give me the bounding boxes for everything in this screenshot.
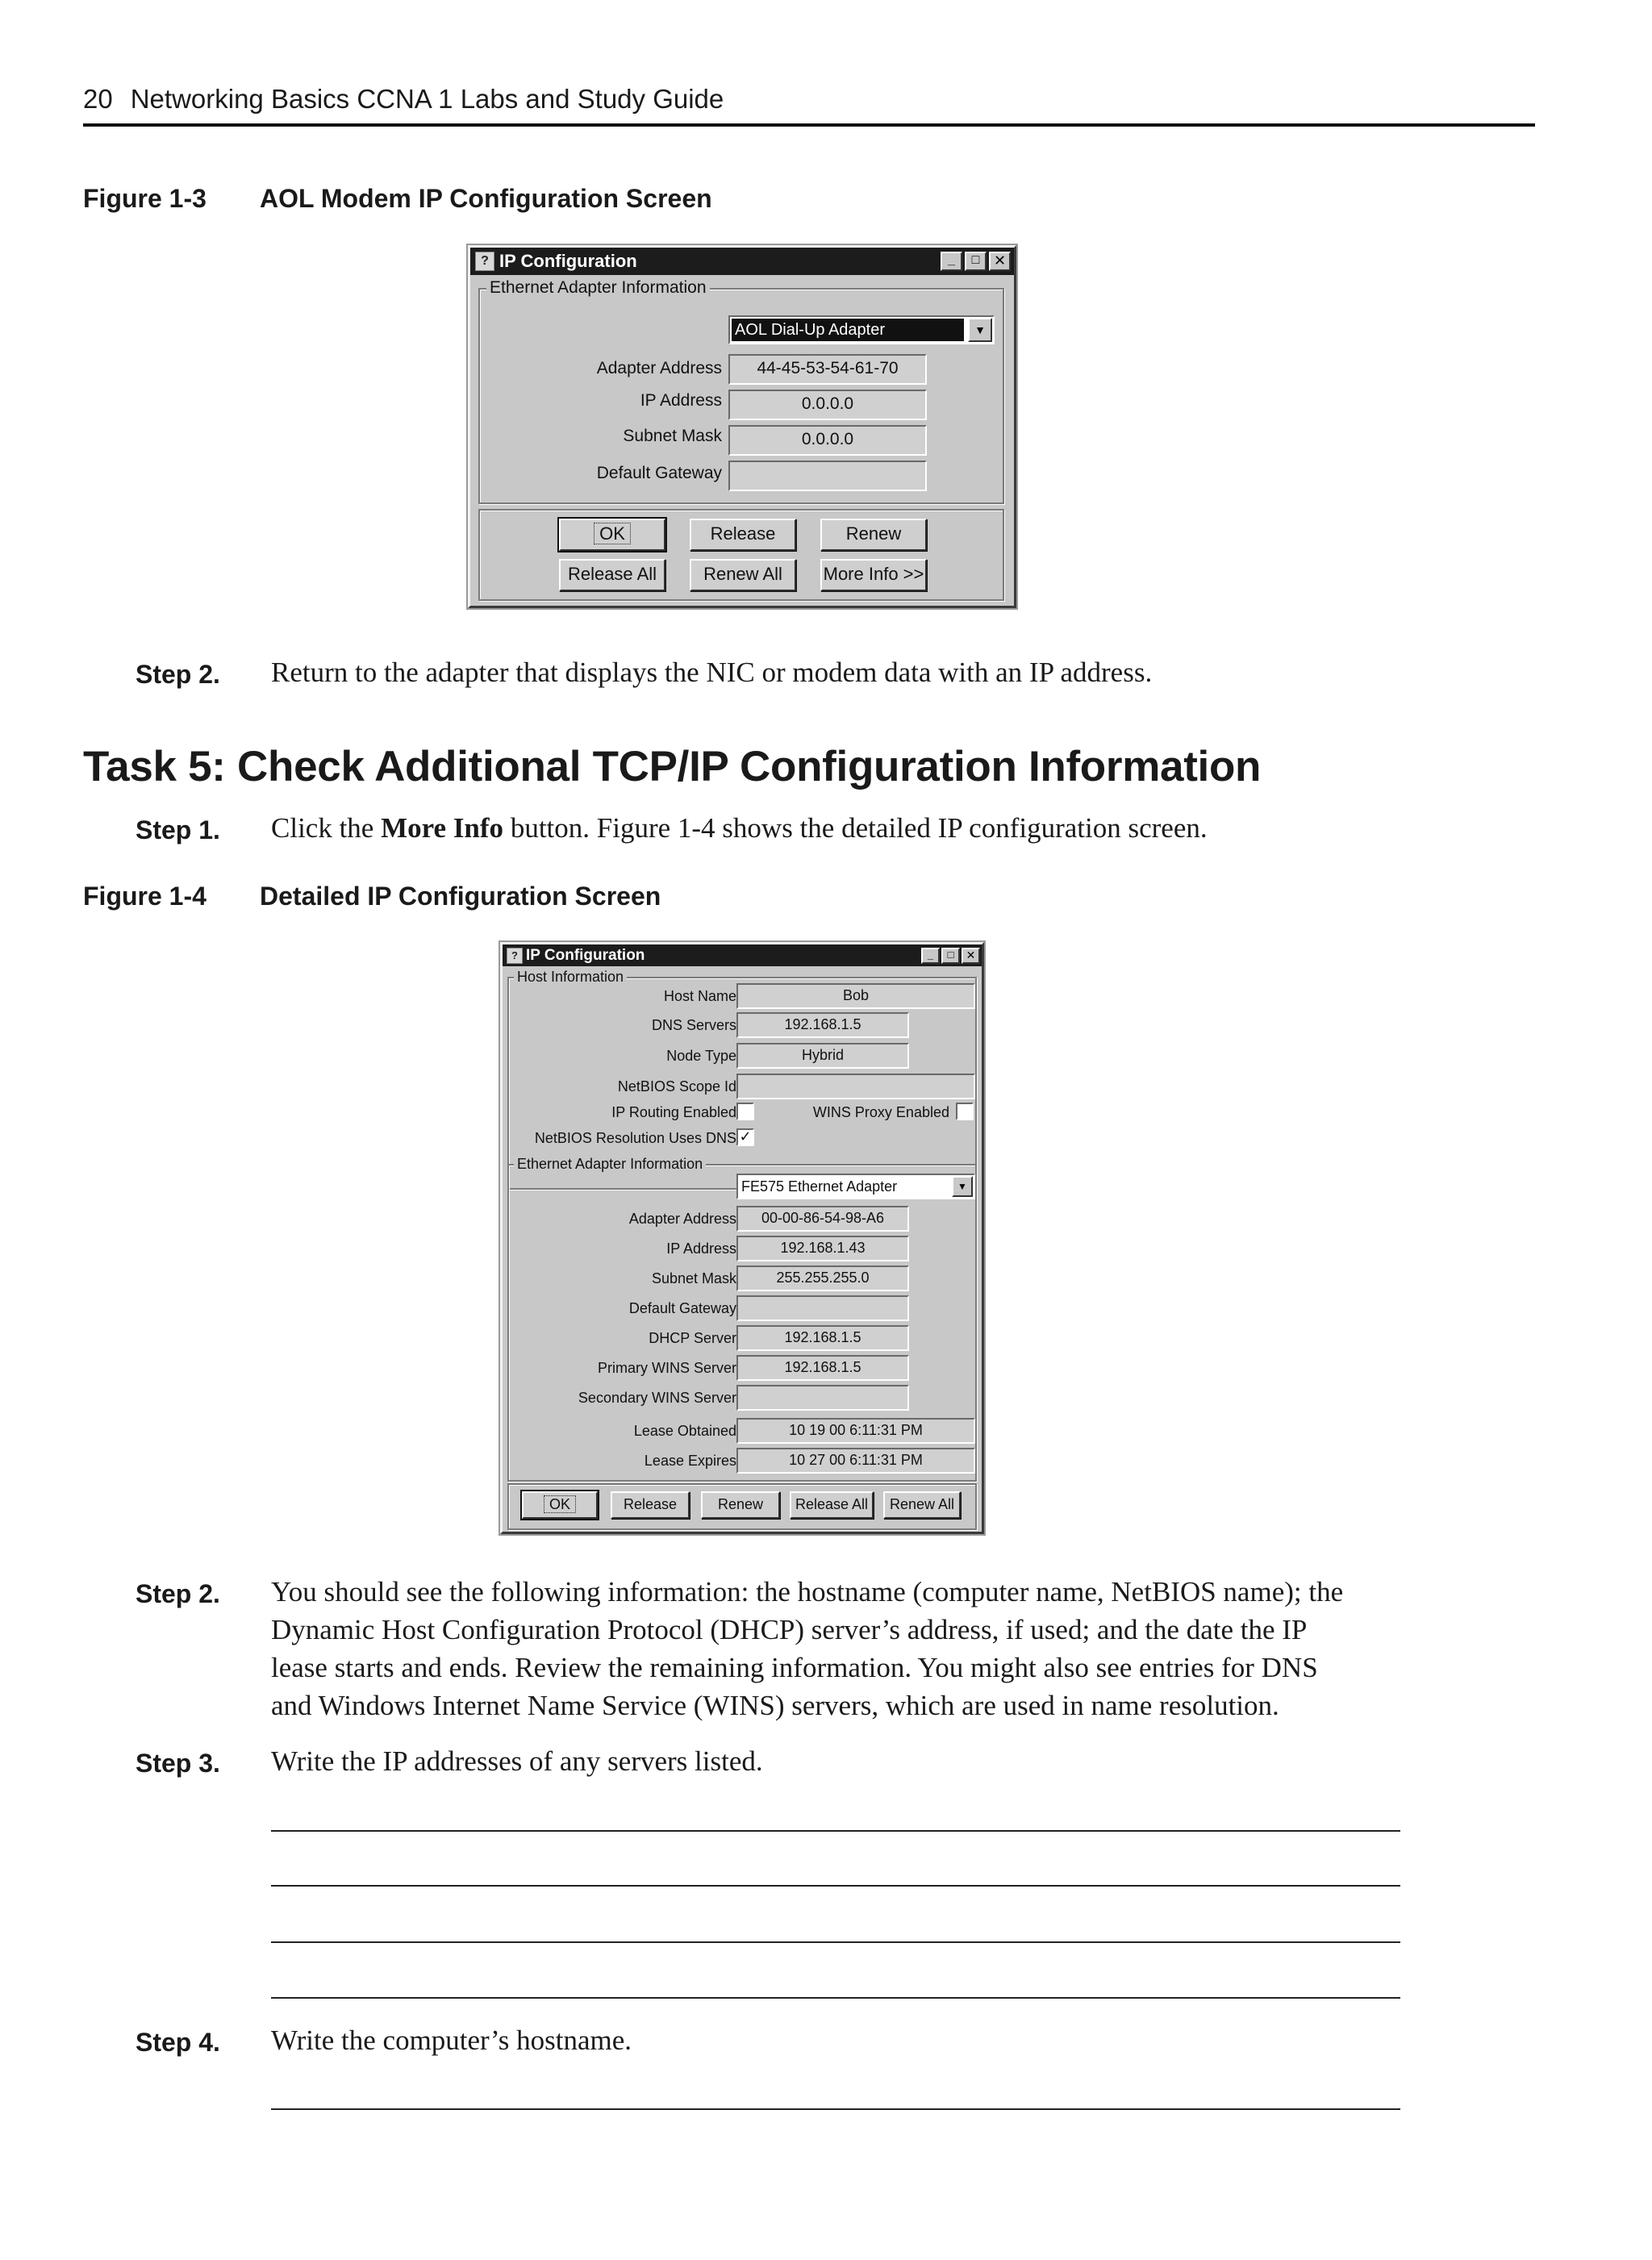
step-2b-label: Step 2. bbox=[136, 1579, 220, 1608]
label-ip-address: IP Address bbox=[640, 391, 722, 410]
renew-all-button[interactable]: Renew All bbox=[883, 1491, 961, 1519]
network-config-icon: ? bbox=[507, 948, 523, 964]
close-icon[interactable]: ✕ bbox=[962, 948, 980, 964]
node-type-field: Hybrid bbox=[736, 1043, 909, 1069]
label-netbios-resolution-uses-dns: NetBIOS Resolution Uses DNS bbox=[534, 1130, 736, 1146]
ip-config-dialog-aol bbox=[468, 245, 1016, 608]
adapter-address-field: 00-00-86-54-98-A6 bbox=[736, 1206, 909, 1232]
release-all-button[interactable]: Release All bbox=[790, 1491, 874, 1519]
step-2b-line: lease starts and ends. Review the remaining information. You might also see entries for DNS bbox=[271, 1652, 1318, 1683]
label-default-gateway: Default Gateway bbox=[596, 464, 722, 482]
maximize-icon[interactable]: □ bbox=[965, 252, 987, 271]
maximize-icon[interactable]: □ bbox=[941, 948, 960, 964]
more-info-button[interactable]: More Info >> bbox=[820, 559, 927, 591]
default-gateway-field bbox=[728, 461, 927, 491]
release-all-button[interactable]: Release All bbox=[559, 559, 665, 591]
release-button[interactable]: Release bbox=[690, 519, 796, 551]
step-2b-line: and Windows Internet Name Service (WINS) servers, which are used in name resolution. bbox=[271, 1690, 1279, 1721]
label-ip-address: IP Address bbox=[666, 1240, 736, 1257]
answer-line[interactable] bbox=[271, 1885, 1400, 1887]
wins-proxy-checkbox[interactable] bbox=[956, 1103, 974, 1120]
ip-address-field: 0.0.0.0 bbox=[728, 390, 927, 420]
adapter-address-field: 44-45-53-54-61-70 bbox=[728, 354, 927, 385]
lease-obtained-field: 10 19 00 6:11:31 PM bbox=[736, 1418, 975, 1444]
label-secondary-wins-server: Secondary WINS Server bbox=[578, 1390, 736, 1406]
step-2b-line: You should see the following information: the hostname (computer name, NetBIOS name); the bbox=[271, 1576, 1344, 1607]
ok-button[interactable]: OK bbox=[522, 1491, 598, 1519]
subnet-mask-field: 0.0.0.0 bbox=[728, 425, 927, 456]
label-default-gateway: Default Gateway bbox=[628, 1300, 736, 1316]
page-number: 20 bbox=[83, 84, 113, 114]
step-3-label: Step 3. bbox=[136, 1749, 220, 1778]
label-node-type: Node Type bbox=[666, 1048, 736, 1064]
label-dns-servers: DNS Servers bbox=[651, 1017, 736, 1033]
label-netbios-scope-id: NetBIOS Scope Id bbox=[617, 1078, 736, 1095]
step-2b-text bbox=[271, 1573, 1416, 1724]
renew-button[interactable]: Renew bbox=[820, 519, 927, 551]
step-4-text: Write the computer’s hostname. bbox=[271, 2024, 632, 2056]
adapter-select[interactable] bbox=[728, 315, 995, 344]
task-5-heading: Task 5: Check Additional TCP/IP Configuration Information bbox=[83, 743, 1262, 790]
step-1-label: Step 1. bbox=[136, 815, 220, 844]
step-2-label: Step 2. bbox=[136, 660, 220, 689]
step-2b-line: Dynamic Host Configuration Protocol (DHCP) server’s address, if used; and the date the IP bbox=[271, 1614, 1308, 1645]
renew-button[interactable]: Renew bbox=[701, 1491, 780, 1519]
netbios-scope-id-field bbox=[736, 1074, 975, 1099]
label-lease-expires: Lease Expires bbox=[644, 1453, 736, 1469]
titlebar bbox=[503, 944, 982, 966]
label-primary-wins-server: Primary WINS Server bbox=[597, 1360, 736, 1376]
group-title: Ethernet Adapter Information bbox=[514, 1156, 706, 1173]
default-gateway-field bbox=[736, 1295, 909, 1321]
label-subnet-mask: Subnet Mask bbox=[623, 427, 722, 445]
adapter-select[interactable] bbox=[736, 1174, 975, 1199]
label-dhcp-server: DHCP Server bbox=[649, 1330, 736, 1346]
titlebar bbox=[470, 248, 1014, 275]
lease-expires-field: 10 27 00 6:11:31 PM bbox=[736, 1448, 975, 1474]
answer-line[interactable] bbox=[271, 1941, 1400, 1943]
ip-address-field: 192.168.1.43 bbox=[736, 1236, 909, 1261]
step-2-text: Return to the adapter that displays the NIC or modem data with an IP address. bbox=[271, 657, 1153, 688]
label-host-name: Host Name bbox=[663, 988, 736, 1004]
label-adapter-address: Adapter Address bbox=[596, 359, 722, 377]
label-adapter-address: Adapter Address bbox=[628, 1211, 736, 1227]
label-ip-routing-enabled: IP Routing Enabled bbox=[611, 1104, 736, 1120]
figure-1-3-number: Figure 1-3 bbox=[83, 184, 206, 213]
label-lease-obtained: Lease Obtained bbox=[633, 1423, 736, 1439]
ip-config-dialog-detailed bbox=[500, 942, 984, 1534]
group-title: Ethernet Adapter Information bbox=[486, 278, 710, 298]
release-button[interactable]: Release bbox=[611, 1491, 690, 1519]
running-header bbox=[83, 84, 724, 115]
dialog-title: IP Configuration bbox=[526, 946, 645, 964]
adapter-select-value: AOL Dial-Up Adapter bbox=[732, 319, 964, 341]
header-rule bbox=[83, 123, 1535, 127]
adapter-select-value: FE575 Ethernet Adapter bbox=[741, 1178, 898, 1195]
step-1-text: Click the More Info button. Figure 1-4 shows the detailed IP configuration screen. bbox=[271, 812, 1208, 844]
minimize-icon[interactable]: _ bbox=[941, 252, 962, 271]
secondary-wins-server-field bbox=[736, 1385, 909, 1411]
host-name-field: Bob bbox=[736, 983, 975, 1009]
step-3-text: Write the IP addresses of any servers listed. bbox=[271, 1745, 763, 1777]
network-config-icon: ? bbox=[475, 252, 494, 271]
label-subnet-mask: Subnet Mask bbox=[651, 1270, 736, 1286]
minimize-icon[interactable]: _ bbox=[921, 948, 940, 964]
close-icon[interactable]: ✕ bbox=[989, 252, 1011, 271]
dialog-title: IP Configuration bbox=[499, 251, 637, 271]
ok-button[interactable]: OK bbox=[559, 519, 665, 551]
dns-servers-field: 192.168.1.5 bbox=[736, 1012, 909, 1038]
figure-1-3-title: AOL Modem IP Configuration Screen bbox=[260, 184, 712, 213]
renew-all-button[interactable]: Renew All bbox=[690, 559, 796, 591]
book-title: Networking Basics CCNA 1 Labs and Study Guide bbox=[130, 84, 724, 114]
chevron-down-icon[interactable]: ▼ bbox=[968, 318, 992, 342]
step-4-label: Step 4. bbox=[136, 2028, 220, 2057]
group-title: Host Information bbox=[514, 969, 627, 986]
dhcp-server-field: 192.168.1.5 bbox=[736, 1325, 909, 1351]
more-info-emphasis: More Info bbox=[381, 812, 504, 844]
label-wins-proxy-enabled: WINS Proxy Enabled bbox=[812, 1104, 949, 1120]
answer-line[interactable] bbox=[271, 1997, 1400, 1999]
netbios-dns-checkbox[interactable]: ✓ bbox=[736, 1128, 754, 1146]
primary-wins-server-field: 192.168.1.5 bbox=[736, 1355, 909, 1381]
answer-line[interactable] bbox=[271, 2108, 1400, 2110]
figure-1-4-title: Detailed IP Configuration Screen bbox=[260, 882, 661, 911]
subnet-mask-field: 255.255.255.0 bbox=[736, 1266, 909, 1291]
answer-line[interactable] bbox=[271, 1830, 1400, 1832]
figure-1-4-number: Figure 1-4 bbox=[83, 882, 206, 911]
ip-routing-checkbox[interactable] bbox=[736, 1103, 754, 1120]
chevron-down-icon[interactable]: ▼ bbox=[952, 1176, 973, 1197]
